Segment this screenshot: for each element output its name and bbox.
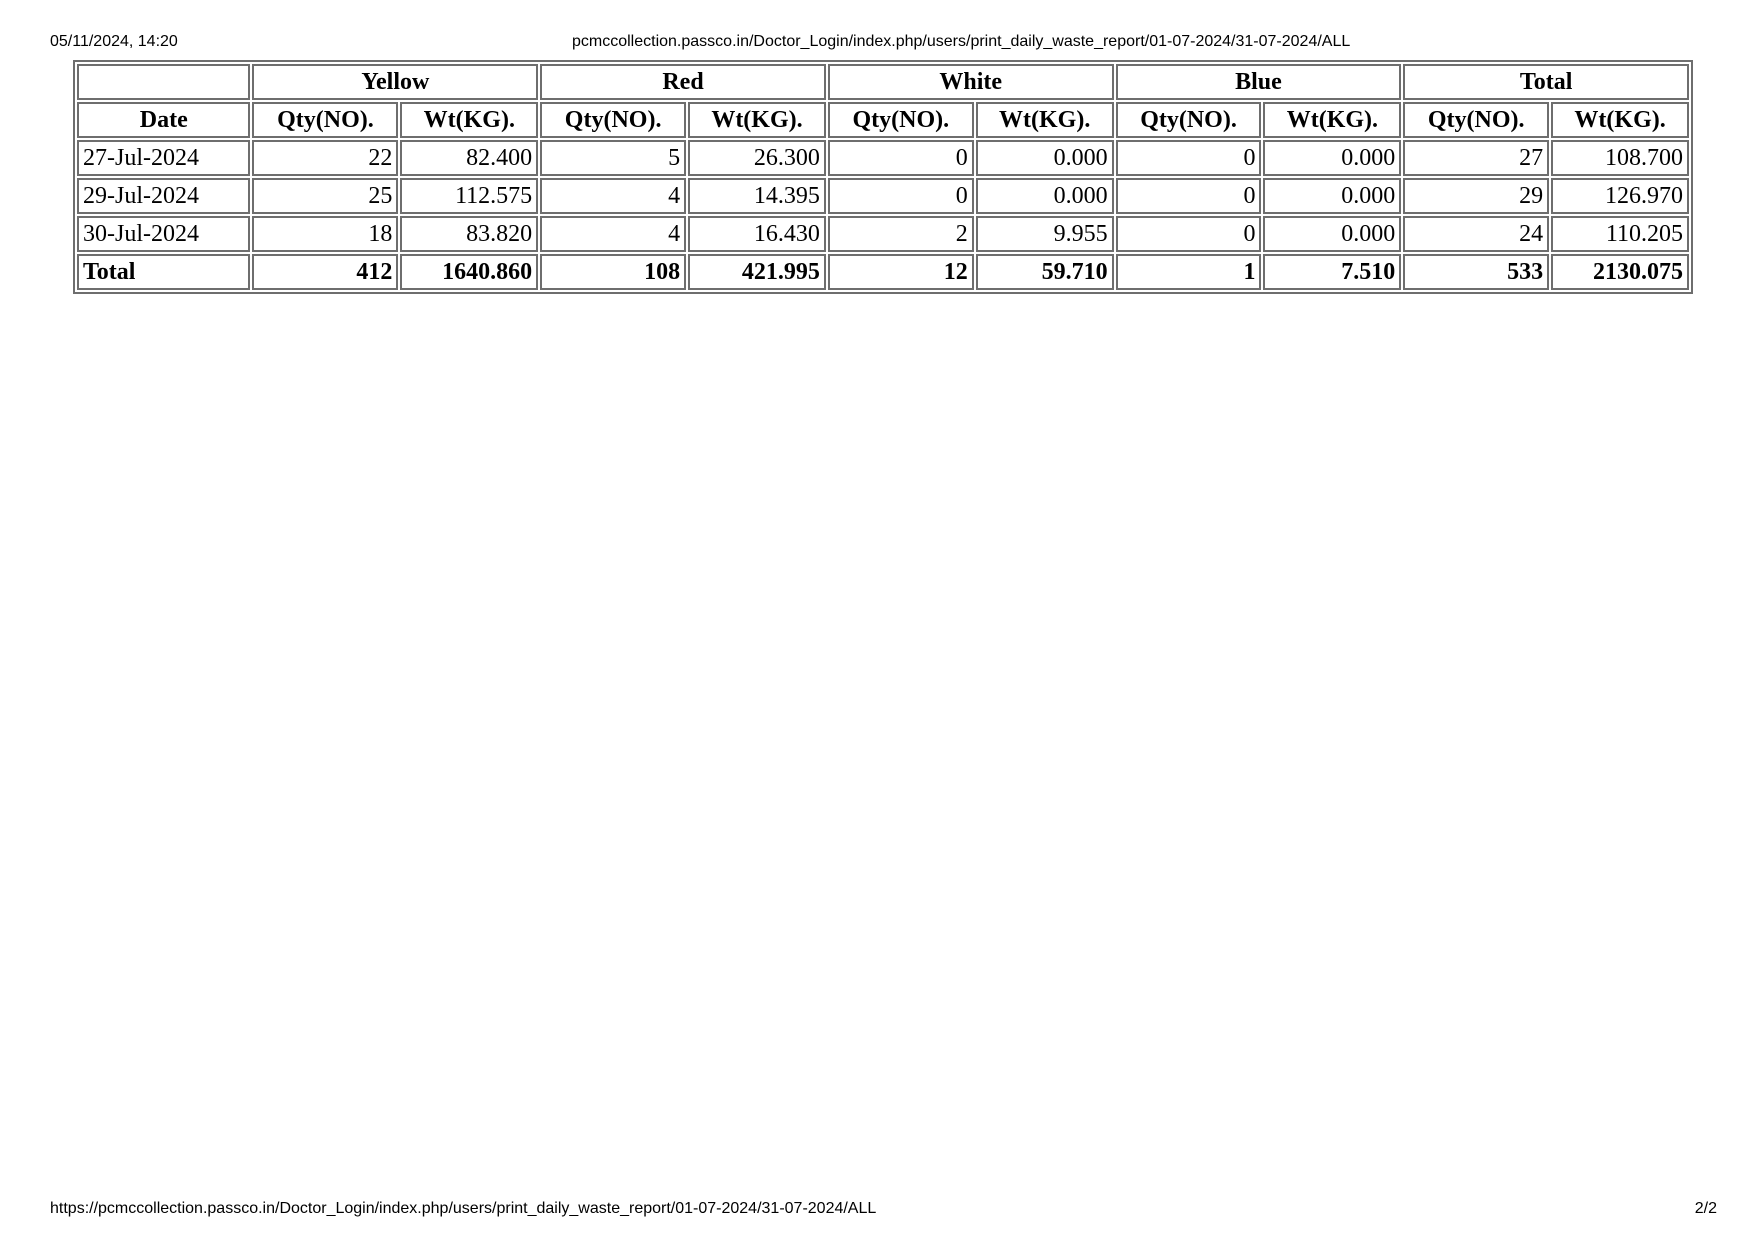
white-qty-cell: 0	[828, 178, 974, 214]
print-header-url: pcmccollection.passco.in/Doctor_Login/index.php/users/print_daily_waste_report/01-07-2024/31-07-2024/ALL	[572, 33, 1351, 50]
header-blank-cell	[77, 64, 250, 100]
red-wt-cell: 16.430	[688, 216, 826, 252]
page-number: 2/2	[1694, 1200, 1717, 1217]
row-date: 29-Jul-2024	[77, 178, 250, 214]
total-qty-cell: 29	[1403, 178, 1549, 214]
group-header-white: White	[828, 64, 1114, 100]
white-wt-cell: 0.000	[976, 178, 1114, 214]
blue-wt-total: 7.510	[1263, 254, 1401, 290]
row-date: 30-Jul-2024	[77, 216, 250, 252]
blue-wt-cell: 0.000	[1263, 178, 1401, 214]
group-header-total: Total	[1403, 64, 1689, 100]
white-qty-total: 12	[828, 254, 974, 290]
yellow-qty-cell: 25	[252, 178, 398, 214]
total-row	[77, 254, 1689, 290]
yellow-qty-total: 412	[252, 254, 398, 290]
blue-qty-cell: 0	[1116, 140, 1262, 176]
total-wt-cell: 126.970	[1551, 178, 1689, 214]
red-wt-total: 421.995	[688, 254, 826, 290]
daily-waste-report-table	[73, 60, 1693, 294]
total-row-label: Total	[77, 254, 250, 290]
white-wt-header: Wt(KG).	[976, 102, 1114, 138]
total-wt-header: Wt(KG).	[1551, 102, 1689, 138]
red-wt-cell: 26.300	[688, 140, 826, 176]
table-row	[77, 216, 1689, 252]
blue-wt-cell: 0.000	[1263, 216, 1401, 252]
white-qty-header: Qty(NO).	[828, 102, 974, 138]
group-header-yellow: Yellow	[252, 64, 538, 100]
group-header-blue: Blue	[1116, 64, 1402, 100]
grand-wt-total: 2130.075	[1551, 254, 1689, 290]
blue-qty-header: Qty(NO).	[1116, 102, 1262, 138]
white-qty-cell: 2	[828, 216, 974, 252]
table-row	[77, 140, 1689, 176]
red-qty-cell: 5	[540, 140, 686, 176]
date-header: Date	[77, 102, 250, 138]
row-date: 27-Jul-2024	[77, 140, 250, 176]
sub-header-row	[77, 102, 1689, 138]
blue-qty-total: 1	[1116, 254, 1262, 290]
yellow-wt-cell: 83.820	[400, 216, 538, 252]
red-qty-total: 108	[540, 254, 686, 290]
blue-wt-cell: 0.000	[1263, 140, 1401, 176]
red-qty-header: Qty(NO).	[540, 102, 686, 138]
total-wt-cell: 110.205	[1551, 216, 1689, 252]
white-qty-cell: 0	[828, 140, 974, 176]
total-qty-cell: 27	[1403, 140, 1549, 176]
group-header-red: Red	[540, 64, 826, 100]
yellow-qty-cell: 22	[252, 140, 398, 176]
grand-qty-total: 533	[1403, 254, 1549, 290]
white-wt-cell: 0.000	[976, 140, 1114, 176]
total-qty-header: Qty(NO).	[1403, 102, 1549, 138]
total-qty-cell: 24	[1403, 216, 1549, 252]
group-header-row	[77, 64, 1689, 100]
white-wt-cell: 9.955	[976, 216, 1114, 252]
print-header-datetime: 05/11/2024, 14:20	[50, 33, 178, 50]
blue-wt-header: Wt(KG).	[1263, 102, 1401, 138]
red-qty-cell: 4	[540, 178, 686, 214]
total-wt-cell: 108.700	[1551, 140, 1689, 176]
yellow-wt-cell: 82.400	[400, 140, 538, 176]
print-footer-url: https://pcmccollection.passco.in/Doctor_Login/index.php/users/print_daily_waste_report/01-07-2024/31-07-2024/ALL	[50, 1200, 877, 1217]
yellow-qty-header: Qty(NO).	[252, 102, 398, 138]
red-wt-header: Wt(KG).	[688, 102, 826, 138]
red-qty-cell: 4	[540, 216, 686, 252]
white-wt-total: 59.710	[976, 254, 1114, 290]
blue-qty-cell: 0	[1116, 178, 1262, 214]
red-wt-cell: 14.395	[688, 178, 826, 214]
yellow-wt-total: 1640.860	[400, 254, 538, 290]
yellow-qty-cell: 18	[252, 216, 398, 252]
table-row	[77, 178, 1689, 214]
yellow-wt-header: Wt(KG).	[400, 102, 538, 138]
blue-qty-cell: 0	[1116, 216, 1262, 252]
yellow-wt-cell: 112.575	[400, 178, 538, 214]
